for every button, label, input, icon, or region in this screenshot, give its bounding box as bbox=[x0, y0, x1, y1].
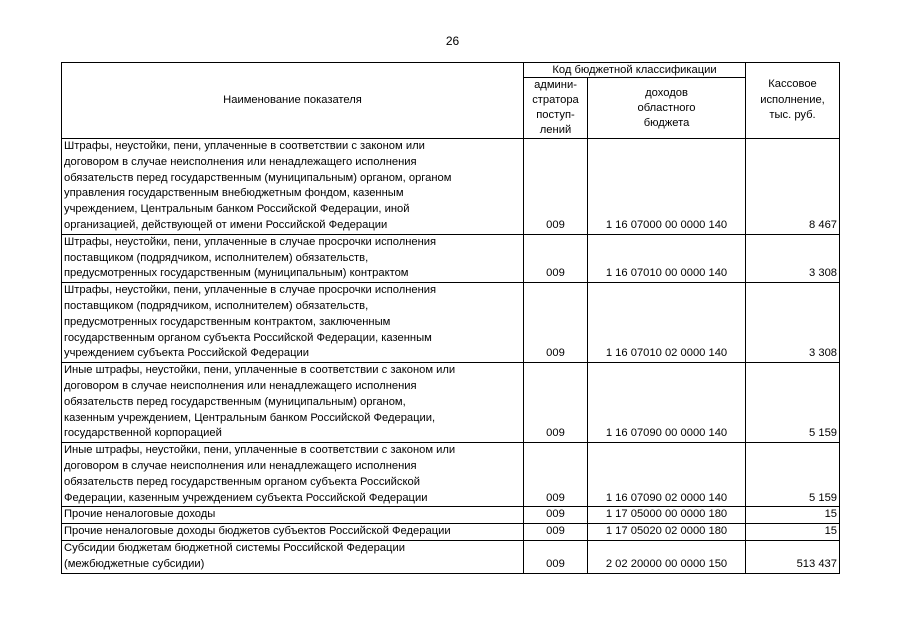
row-income-code: 1 16 07010 00 0000 140 bbox=[588, 234, 746, 282]
row-admin-code: 009 bbox=[524, 139, 588, 235]
header-admin: админи- стратора поступ- лений bbox=[524, 78, 588, 139]
row-name: Штрафы, неустойки, пени, уплаченные в соответствии с законом или договором в случае неисполнения или ненадлежащего исполнения обязательств перед государственным (муниципальным) органом, органом управления государственным внебюджетным фондом, казенным учреждением, Центральным банком Российской Федерации, иной организацией, действующей от имени Российской Федерации bbox=[62, 139, 524, 235]
row-value: 513 437 bbox=[746, 540, 840, 573]
row-income-code: 1 17 05020 02 0000 180 bbox=[588, 524, 746, 541]
row-admin-code: 009 bbox=[524, 524, 588, 541]
row-name: Штрафы, неустойки, пени, уплаченные в случае просрочки исполнения поставщиком (подрядчиком, исполнителем) обязательств, предусмотренных государственным контрактом, заключенным государственным органом субъекта Российской Федерации, казенным учреждением субъекта Российской Федерации bbox=[62, 283, 524, 363]
row-income-code: 1 17 05000 00 0000 180 bbox=[588, 507, 746, 524]
row-income-code: 1 16 07090 00 0000 140 bbox=[588, 363, 746, 443]
table-row bbox=[62, 283, 840, 363]
row-value: 3 308 bbox=[746, 283, 840, 363]
row-admin-code: 009 bbox=[524, 443, 588, 507]
header-name: Наименование показателя bbox=[62, 63, 524, 139]
row-admin-code: 009 bbox=[524, 540, 588, 573]
row-income-code: 1 16 07090 02 0000 140 bbox=[588, 443, 746, 507]
table-row bbox=[62, 443, 840, 507]
row-admin-code: 009 bbox=[524, 507, 588, 524]
row-admin-code: 009 bbox=[524, 283, 588, 363]
row-admin-code: 009 bbox=[524, 234, 588, 282]
table-row bbox=[62, 363, 840, 443]
row-value: 15 bbox=[746, 524, 840, 541]
row-value: 8 467 bbox=[746, 139, 840, 235]
table-row bbox=[62, 507, 840, 524]
header-classification-group: Код бюджетной классификации bbox=[524, 63, 746, 78]
row-value: 5 159 bbox=[746, 443, 840, 507]
row-value: 5 159 bbox=[746, 363, 840, 443]
row-name: Прочие неналоговые доходы бюджетов субъектов Российской Федерации bbox=[62, 524, 524, 541]
row-name: Субсидии бюджетам бюджетной системы Российской Федерации (межбюджетные субсидии) bbox=[62, 540, 524, 573]
row-name: Иные штрафы, неустойки, пени, уплаченные в соответствии с законом или договором в случае неисполнения или ненадлежащего исполнения обязательств перед государственным (муниципальным) органом, казенным учреждением, Центральным банком Российской Федерации, государственной корпорацией bbox=[62, 363, 524, 443]
page-number: 26 bbox=[445, 34, 460, 48]
table-row bbox=[62, 139, 840, 235]
row-income-code: 1 16 07010 02 0000 140 bbox=[588, 283, 746, 363]
table-row bbox=[62, 524, 840, 541]
row-income-code: 2 02 20000 00 0000 150 bbox=[588, 540, 746, 573]
row-name: Иные штрафы, неустойки, пени, уплаченные в соответствии с законом или договором в случае неисполнения или ненадлежащего исполнения обязательств перед государственным органом субъекта Российской Федерации, казенным учреждением субъекта Российской Федерации bbox=[62, 443, 524, 507]
budget-table bbox=[61, 62, 840, 574]
header-income: доходов областного бюджета bbox=[588, 78, 746, 139]
row-name: Штрафы, неустойки, пени, уплаченные в случае просрочки исполнения поставщиком (подрядчиком, исполнителем) обязательств, предусмотренных государственным (муниципальным) контрактом bbox=[62, 234, 524, 282]
table-row bbox=[62, 234, 840, 282]
row-value: 3 308 bbox=[746, 234, 840, 282]
row-name: Прочие неналоговые доходы bbox=[62, 507, 524, 524]
row-value: 15 bbox=[746, 507, 840, 524]
header-value: Кассовое исполнение, тыс. руб. bbox=[746, 63, 840, 139]
row-admin-code: 009 bbox=[524, 363, 588, 443]
table-row bbox=[62, 540, 840, 573]
row-income-code: 1 16 07000 00 0000 140 bbox=[588, 139, 746, 235]
table-body bbox=[62, 139, 840, 574]
